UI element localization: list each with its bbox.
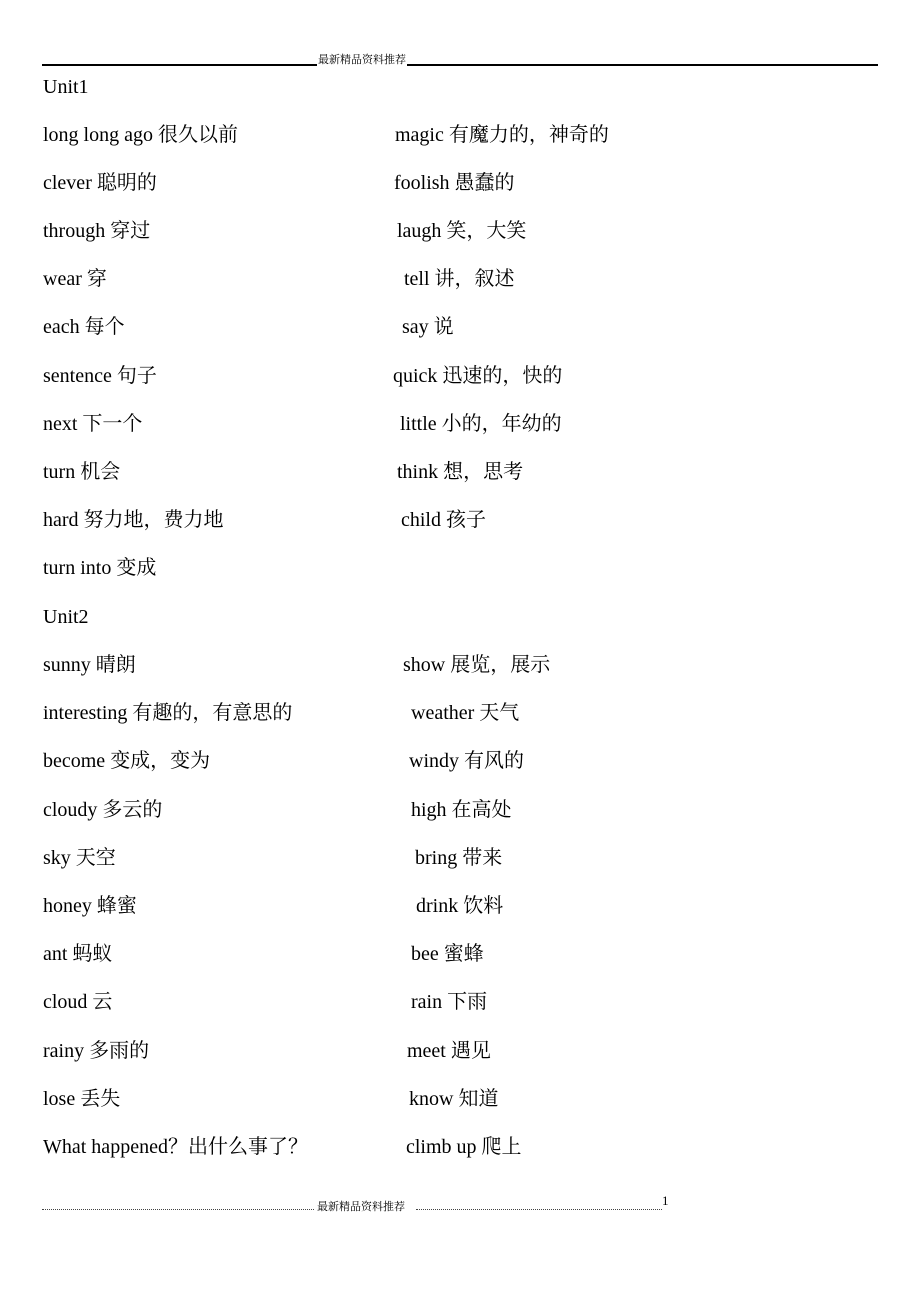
- vocab-entry: hard 努力地，费力地: [43, 509, 224, 531]
- vocab-entry: cloudy 多云的: [43, 799, 163, 821]
- vocab-entry: cloud 云: [43, 991, 113, 1013]
- vocab-entry: know 知道: [409, 1088, 499, 1110]
- vocab-entry: child 孩子: [401, 509, 486, 531]
- vocab-entry: windy 有风的: [409, 750, 524, 772]
- vocab-entry: each 每个: [43, 316, 125, 338]
- vocab-entry: turn 机会: [43, 461, 121, 483]
- vocab-entry: think 想，思考: [397, 461, 524, 483]
- vocab-entry: next 下一个: [43, 413, 143, 435]
- vocab-entry: What happened？出什么事了？: [43, 1136, 308, 1158]
- vocab-entry: bee 蜜蜂: [411, 943, 484, 965]
- vocab-entry: quick 迅速的，快的: [393, 365, 563, 387]
- vocab-entry: interesting 有趣的，有意思的: [43, 702, 293, 724]
- page-number: 1: [662, 1193, 669, 1208]
- vocab-entry: sunny 晴朗: [43, 654, 136, 676]
- footer-dotted-leader: [42, 1209, 314, 1210]
- vocab-entry: honey 蜂蜜: [43, 895, 137, 917]
- vocab-entry: ant 蚂蚁: [43, 943, 113, 965]
- vocab-entry: turn into 变成: [43, 557, 157, 579]
- vocab-entry: weather 天气: [411, 702, 520, 724]
- vocab-entry: high 在高处: [411, 799, 512, 821]
- vocab-entry: wear 穿: [43, 268, 107, 290]
- vocab-entry: tell 讲，叙述: [404, 268, 515, 290]
- vocab-entry: sky 天空: [43, 847, 116, 869]
- vocab-entry: show 展览，展示: [403, 654, 551, 676]
- vocab-entry: become 变成，变为: [43, 750, 211, 772]
- vocab-entry: meet 遇见: [407, 1040, 491, 1062]
- unit-title: Unit1: [43, 76, 89, 98]
- vocab-entry: rain 下雨: [411, 991, 488, 1013]
- vocab-entry: bring 带来: [415, 847, 503, 869]
- vocab-entry: say 说: [402, 316, 454, 338]
- header-rule: [42, 64, 878, 66]
- header-text: 最新精品资料推荐: [318, 54, 406, 66]
- vocab-entry: clever 聪明的: [43, 172, 157, 194]
- vocab-entry: rainy 多雨的: [43, 1040, 150, 1062]
- vocab-entry: laugh 笑，大笑: [397, 220, 527, 242]
- vocab-entry: little 小的，年幼的: [400, 413, 562, 435]
- unit-title: Unit2: [43, 606, 89, 628]
- vocab-entry: through 穿过: [43, 220, 151, 242]
- vocab-entry: sentence 句子: [43, 365, 157, 387]
- footer: [42, 1196, 662, 1212]
- footer-dotted-leader: [416, 1209, 662, 1210]
- vocab-entry: lose 丢失: [43, 1088, 121, 1110]
- vocab-entry: long long ago 很久以前: [43, 124, 238, 146]
- vocab-entry: climb up 爬上: [406, 1136, 522, 1158]
- vocab-entry: foolish 愚蠢的: [394, 172, 515, 194]
- vocab-entry: magic 有魔力的，神奇的: [395, 124, 609, 146]
- vocab-entry: drink 饮料: [416, 895, 504, 917]
- footer-text: 最新精品资料推荐: [317, 1201, 405, 1213]
